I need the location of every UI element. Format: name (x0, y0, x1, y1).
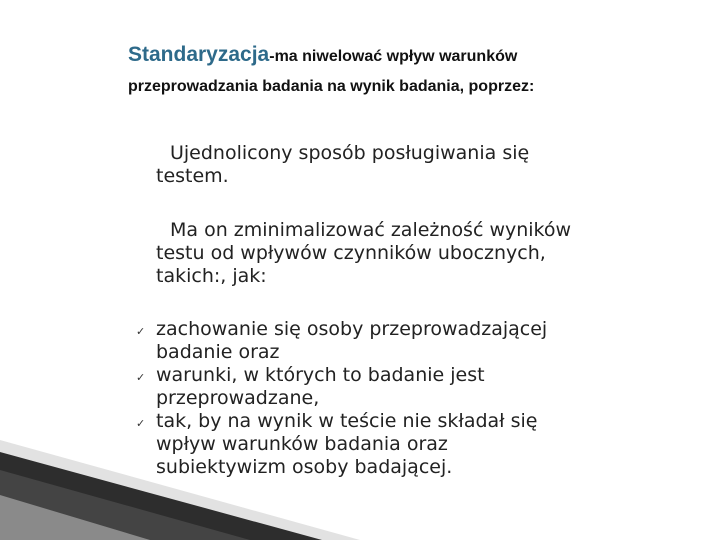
paragraph-2-line2: testu od wpływów czynników ubocznych, (156, 242, 546, 264)
list-item-line2: badanie oraz (156, 341, 280, 363)
heading-rest: -ma niwelować wpływ warunków (269, 48, 518, 65)
list-item-line3: subiektywizm osoby badającej. (156, 456, 453, 478)
paragraph-1-line2: testem. (156, 165, 229, 187)
list-item-line1: warunki, w których to badanie jest (156, 364, 485, 386)
checkmark-icon: ✓ (136, 325, 146, 338)
list-item-line1: zachowanie się osoby przeprowadzającej (156, 318, 548, 340)
heading-term: Standaryzacja (128, 43, 270, 66)
paragraph-1 (156, 142, 696, 188)
list-item-line2: przeprowadzane, (156, 387, 320, 409)
list-item (136, 364, 706, 410)
list-item (136, 410, 706, 479)
checkmark-icon: ✓ (136, 371, 146, 384)
checkmark-icon: ✓ (136, 417, 146, 430)
list-item-line1: tak, by na wynik w teście nie składał się (156, 410, 538, 432)
paragraph-2-line1: Ma on zminimalizować zależność wyników (170, 219, 572, 241)
checklist (136, 318, 706, 479)
slide-heading (128, 42, 708, 100)
list-item (136, 318, 706, 364)
paragraph-1-line1: Ujednolicony sposób posługiwania się (170, 142, 530, 164)
paragraph-2 (156, 219, 696, 288)
heading-line2: przeprowadzania badania na wynik badania, poprzez: (128, 78, 535, 95)
paragraph-2-line3: takich:, jak: (156, 265, 267, 287)
list-item-line2: wpływ warunków badania oraz (156, 433, 448, 455)
